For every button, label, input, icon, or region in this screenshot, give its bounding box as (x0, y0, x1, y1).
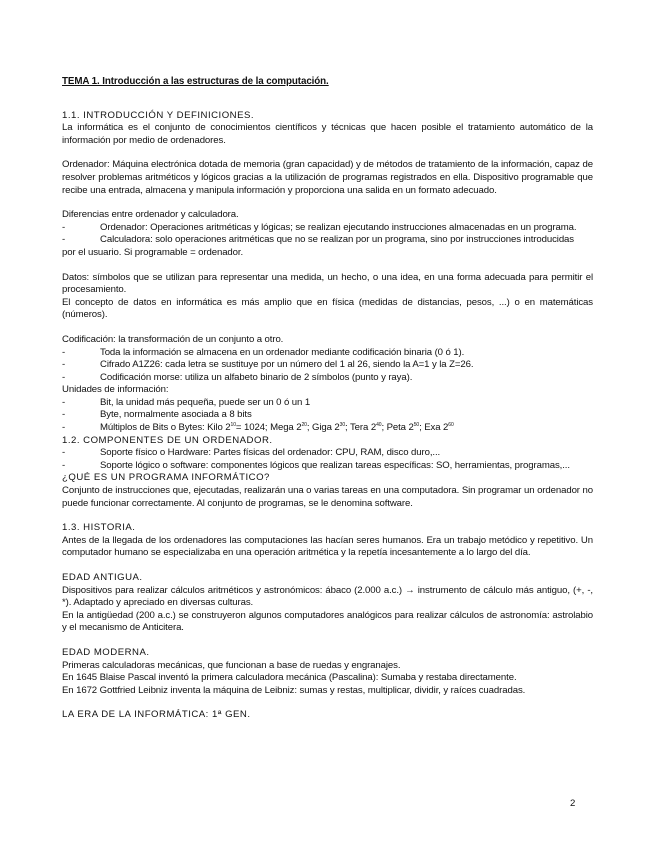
list-item (62, 359, 593, 372)
list-item-text: Calculadora: solo operaciones aritméticas que no se realizan por un programa, sino por instrucciones introducidas (100, 234, 574, 246)
list-item-text: Cifrado A1Z26: cada letra se sustituye por un número del 1 al 26, siendo la A=1 y la Z=26. (100, 359, 474, 371)
list-item-multiplos (62, 422, 593, 435)
page-content (62, 76, 593, 722)
exponent: 50 (413, 421, 420, 428)
exponent: 30 (339, 421, 346, 428)
paragraph-diferencias-cont: por el usuario. Si programable = ordenador. (62, 246, 244, 258)
list-item (62, 347, 593, 360)
list-item-text: Codificación morse: utiliza un alfabeto binario de 2 símbolos (punto y raya). (100, 371, 413, 383)
list-item (62, 372, 593, 385)
paragraph-datos-concepto: El concepto de datos en informática es más amplio que en física (medidas de distancias, pesos, ...) o en matemáticas (números). (62, 296, 593, 321)
paragraph-informatica: La informática es el conjunto de conocimientos científicos y técnicas que hacen posible el tratamiento automático de la información por medio de ordenadores. (62, 122, 593, 146)
list-bullet: - (62, 234, 66, 246)
list-bullet: - (62, 371, 66, 383)
list-bullet: - (62, 409, 66, 421)
paragraph-moderna-3: En 1672 Gottfried Leibniz inventa la máquina de Leibniz: sumas y restas, multiplicar, dividir, y raíces cuadradas. (62, 684, 526, 696)
list-bullet: - (62, 359, 66, 371)
exponent: 20 (301, 421, 307, 428)
list-item-text: Byte, normalmente asociada a 8 bits (100, 409, 252, 421)
paragraph-codificacion-intro: Codificación: la transformación de un conjunto a otro. (62, 333, 284, 345)
exponent: 60 (448, 421, 454, 428)
list-item-text: Soporte físico o Hardware: Partes físicas del ordenador: CPU, RAM, disco duro,... (100, 447, 441, 459)
paragraph-diferencias-intro: Diferencias entre ordenador y calculadora. (62, 209, 239, 221)
list-item-text: Bit, la unidad más pequeña, puede ser un 0 ó un 1 (100, 396, 311, 408)
list-bullet: - (62, 396, 66, 408)
list-item (62, 397, 593, 410)
list-item (62, 234, 593, 247)
exponent: 10 (230, 421, 236, 428)
section-heading-1-2: 1.2. COMPONENTES DE UN ORDENADOR. (62, 434, 273, 446)
paragraph-ordenador: Ordenador: Máquina electrónica dotada de memoria (gran capacidad) y de métodos de tratamiento de la información, capaz de resolver problemas aritméticos y lógicos gracias a la utilización de programas registrados en ella. Dispositivo programable que recibe una entrada, almacena y manipula información y proporciona una salida en un formato adecuado. (62, 159, 593, 196)
list-bullet: - (62, 221, 66, 233)
list-item (62, 447, 593, 460)
list-item-text: Soporte lógico o software: componentes lógicos que realizan tareas específicas: SO, herramientas, programas,... (100, 459, 570, 471)
list-bullet: - (62, 459, 66, 471)
subheading-edad-antigua: EDAD ANTIGUA. (62, 572, 143, 583)
paragraph-moderna-1: Primeras calculadoras mecánicas, que funcionan a base de ruedas y engranajes. (62, 659, 401, 671)
paragraph-antigua-2: En la antigüedad (200 a.c.) se construyeron algunos computadores analógicos para realizar cálculos de astronomía: astrolabio y el mecanismo de Anticitera. (62, 609, 593, 634)
section-heading-1-1: 1.1. INTRODUCCIÓN Y DEFINICIONES. (62, 109, 255, 121)
exponent: 40 (376, 421, 382, 428)
list-item-text: Toda la información se almacena en un ordenador mediante codificación binaria (0 ó 1). (100, 346, 465, 358)
list-item (62, 222, 593, 235)
paragraph-datos: Datos: símbolos que se utilizan para representar una medida, un hecho, o una idea, en una forma adecuada para permitir el procesamiento. (62, 271, 593, 296)
paragraph-historia: Antes de la llegada de los ordenadores las computaciones las hacían seres humanos. Era un trabajo metódico y repetitivo. Un computador humano se especializaba en una operación aritmética y la repetía incesantemente a lo largo del día. (62, 534, 593, 559)
subheading-edad-moderna: EDAD MODERNA. (62, 646, 150, 658)
list-item-text: Ordenador: Operaciones aritméticas y lógicas; se realizan ejecutando instrucciones almacenadas en un programa. (100, 221, 577, 233)
list-bullet: - (62, 346, 66, 358)
paragraph-antigua-1: Dispositivos para realizar cálculos aritméticos y astronómicos: ábaco (2.000 a.c.) → instrumento de cálculo más antiguo, (+, -, *). Adaptado y apreciado en diversas culturas. (62, 584, 593, 609)
list-item (62, 460, 593, 473)
list-bullet: - (62, 447, 66, 459)
document-title: TEMA 1. Introducción a las estructuras de la computación. (62, 76, 329, 87)
paragraph-moderna-2: En 1645 Blaise Pascal inventó la primera calculadora mecánica (Pascalina): Sumaba y restaba directamente. (62, 672, 517, 684)
paragraph-unidades-intro: Unidades de información: (62, 384, 169, 396)
subheading-era-informatica: LA ERA DE LA INFORMÁTICA: 1ª GEN. (62, 709, 251, 721)
paragraph-programa: Conjunto de instrucciones que, ejecutadas, realizarán una o varias tareas en una computadora. Sin programar un ordenador no puede funcionar correctamente. Al conjunto de programas, se le denomina software. (62, 485, 593, 509)
page-number: 2 (570, 798, 576, 809)
multiplos-text: Múltiplos de Bits o Bytes: Kilo $2^{10}= 1024$; Mega $2^{20}$; Giga $2^{30}$; Tera $2^{40}$; Peta $2^{50}$; Exa $2^{60}$ (100, 421, 454, 434)
section-heading-1-3: 1.3. HISTORIA. (62, 522, 136, 534)
subheading-programa: ¿QUÉ ES UN PROGRAMA INFORMÁTICO? (62, 472, 270, 484)
list-bullet: - (62, 422, 66, 434)
list-item (62, 409, 593, 422)
